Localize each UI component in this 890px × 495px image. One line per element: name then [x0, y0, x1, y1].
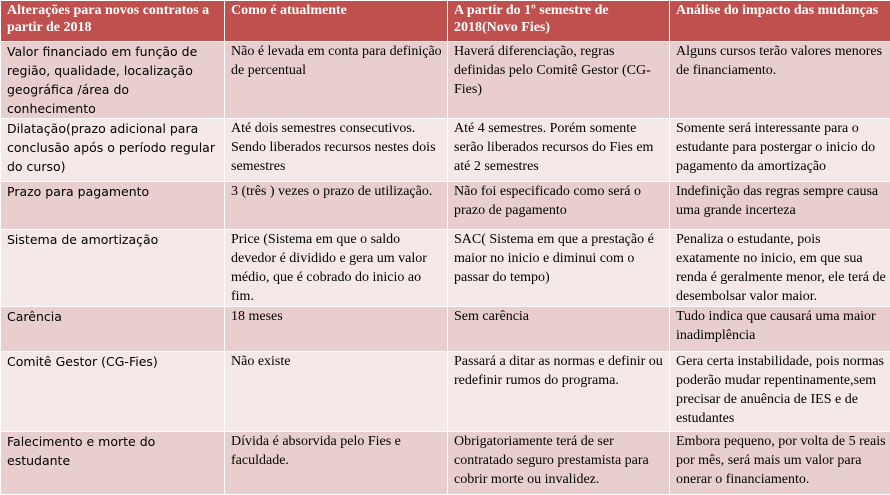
cell-analise: Penaliza o estudante, pois exatamente no inicio, em que sua renda é geralmente menor, ele terá de desembolsar valor maior. — [670, 230, 890, 307]
cell-analise: Alguns cursos terão valores menores de financiamento. — [670, 42, 890, 119]
cell-novo: Passará a ditar as normas e definir ou redefinir rumos do programa. — [448, 352, 670, 432]
header-alteracoes: Alterações para novos contratos a partir de 2018 — [1, 1, 225, 42]
cell-alteracao: Valor financiado em função de região, qualidade, localização geográfica /área do conhecimento — [1, 42, 225, 119]
table-row-valor-financiado — [1, 42, 890, 119]
table-row-dilatacao — [1, 119, 890, 182]
cell-novo: Até 4 semestres. Porém somente serão liberados recursos do Fies em até 2 semestres — [448, 119, 670, 182]
cell-novo: Não foi especificado como será o prazo de pagamento — [448, 182, 670, 230]
cell-atual: Dívida é absorvida pelo Fies e faculdade. — [225, 432, 448, 495]
cell-atual: Até dois semestres consecutivos. Sendo liberados recursos nestes dois semestres — [225, 119, 448, 182]
cell-alteracao: Dilatação(prazo adicional para conclusão após o período regular do curso) — [1, 119, 225, 182]
cell-alteracao: Prazo para pagamento — [1, 182, 225, 230]
cell-atual: Não existe — [225, 352, 448, 432]
cell-alteracao: Comitê Gestor (CG-Fies) — [1, 352, 225, 432]
cell-novo: Sem carência — [448, 307, 670, 352]
cell-novo: SAC( Sistema em que a prestação é maior no inicio e diminui com o passar do tempo) — [448, 230, 670, 307]
cell-analise: Somente será interessante para o estudante para postergar o inicio do pagamento da amortização — [670, 119, 890, 182]
header-como-e-atualmente: Como é atualmente — [225, 1, 448, 42]
table-row-prazo-pagamento — [1, 182, 890, 230]
cell-alteracao: Falecimento e morte do estudante — [1, 432, 225, 495]
cell-atual: 3 (três ) vezes o prazo de utilização. — [225, 182, 448, 230]
header-novo-fies: A partir do 1º semestre de 2018(Novo Fies) — [448, 1, 670, 42]
cell-alteracao: Carência — [1, 307, 225, 352]
header-analise-impacto: Análise do impacto das mudanças — [670, 1, 890, 42]
header-row — [1, 1, 890, 42]
cell-novo: Haverá diferenciação, regras definidas pelo Comitê Gestor (CG-Fies) — [448, 42, 670, 119]
cell-novo: Obrigatoriamente terá de ser contratado seguro prestamista para cobrir morte ou invalidez. — [448, 432, 670, 495]
cell-analise: Embora pequeno, por volta de 5 reais por mês, será mais um valor para onerar o financiamento. — [670, 432, 890, 495]
cell-analise: Indefinição das regras sempre causa uma grande incerteza — [670, 182, 890, 230]
table-row-comite-gestor — [1, 352, 890, 432]
cell-atual: Não é levada em conta para definição de percentual — [225, 42, 448, 119]
cell-atual: Price (Sistema em que o saldo devedor é dividido e gera um valor médio, que é cobrado do inicio ao fim. — [225, 230, 448, 307]
cell-analise: Tudo indica que causará uma maior inadimplência — [670, 307, 890, 352]
table-row-sistema-amortizacao — [1, 230, 890, 307]
table-row-falecimento — [1, 432, 890, 495]
cell-alteracao: Sistema de amortização — [1, 230, 225, 307]
cell-analise: Gera certa instabilidade, pois normas poderão mudar repentinamente,sem precisar de anuência de IES e de estudantes — [670, 352, 890, 432]
cell-atual: 18 meses — [225, 307, 448, 352]
table-row-carencia — [1, 307, 890, 352]
